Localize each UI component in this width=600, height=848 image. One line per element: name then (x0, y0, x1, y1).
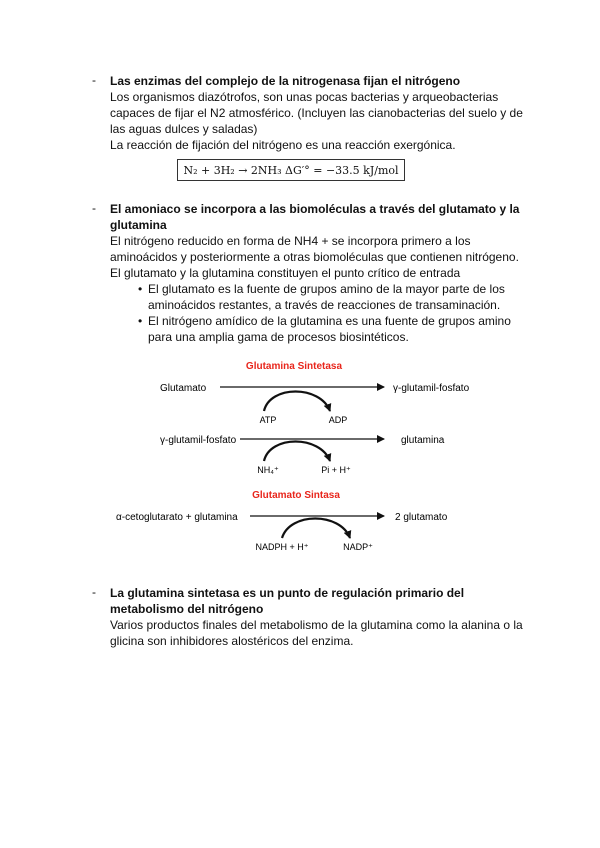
bullet-item: • El nitrógeno amídico de la glutamina es una fuente de grupos amino para una amplia gama de procesos biosintéticos. (140, 313, 532, 345)
reaction3-substrate: α-cetoglutarato + glutamina (116, 512, 238, 523)
reaction2-cofactor-out: Pi + H⁺ (321, 465, 351, 475)
reaction3-cofactor-out: NADP⁺ (343, 542, 373, 552)
paragraph: Los organismos diazótrofos, son unas pocas bacterias y arqueobacterias capaces de fijar el N2 atmosférico. (Incluyen las cianobacterias del suelo y de las aguas dulces y saladas) (110, 90, 523, 136)
reaction1-cofactor-in: ATP (259, 415, 277, 425)
paragraph: La reacción de fijación del nitrógeno es una reacción exergónica. (110, 138, 456, 152)
reaction1-cofactor-arc (264, 392, 330, 412)
reaction2-substrate: γ-glutamil-fosfato (160, 435, 237, 446)
reaction1-substrate: Glutamato (160, 383, 207, 394)
section-heading: El amoniaco se incorpora a las biomoléculas a través del glutamato y la glutamina (110, 202, 520, 232)
section-ammonia (92, 201, 532, 345)
bullet-item: • El glutamato es la fuente de grupos amino de la mayor parte de los aminoácidos restantes, a través de reacciones de transaminación. (140, 281, 532, 313)
list-dash: - (92, 585, 96, 599)
reaction-diagram (0, 355, 600, 585)
reaction3-cofactor-arc (282, 519, 350, 539)
equation-box: N₂ + 3H₂ → 2NH₃ ΔG′° = −33.5 kJ/mol (177, 159, 405, 181)
list-dash: - (92, 201, 96, 215)
reaction1-product: γ-glutamil-fosfato (393, 383, 470, 394)
reaction2-cofactor-arc (264, 442, 330, 462)
reaction3-cofactor-in: NADPH + H⁺ (255, 542, 309, 552)
section-heading: Las enzimas del complejo de la nitrogenasa fijan el nitrógeno (110, 74, 461, 88)
diagram-title-glutamate-synthase: Glutamato Sintasa (252, 490, 340, 501)
paragraph: El glutamato y la glutamina constituyen el punto crítico de entrada (110, 266, 461, 280)
list-dash: - (92, 73, 96, 87)
paragraph: El nitrógeno reducido en forma de NH4 + se incorpora primero a los aminoácidos y posteriormente a otras biomoléculas que contienen nitrógeno. (110, 234, 519, 264)
paragraph: Varios productos finales del metabolismo de la glutamina como la alanina o la glicina son inhibidores alostéricos del enzima. (110, 618, 523, 648)
bullet-list (140, 281, 532, 345)
section-heading: La glutamina sintetasa es un punto de regulación primario del metabolismo del nitrógeno (110, 586, 465, 616)
diagram-title-glutamine-synthetase: Glutamina Sintetasa (245, 361, 343, 372)
section-glutamine-regulation (92, 585, 532, 649)
reaction2-product: glutamina (401, 435, 445, 446)
reaction1-cofactor-out: ADP (328, 415, 348, 425)
section-nitrogenase (92, 73, 532, 153)
reaction3-product: 2 glutamato (395, 512, 448, 523)
reaction2-cofactor-in: NH₄⁺ (257, 465, 279, 475)
